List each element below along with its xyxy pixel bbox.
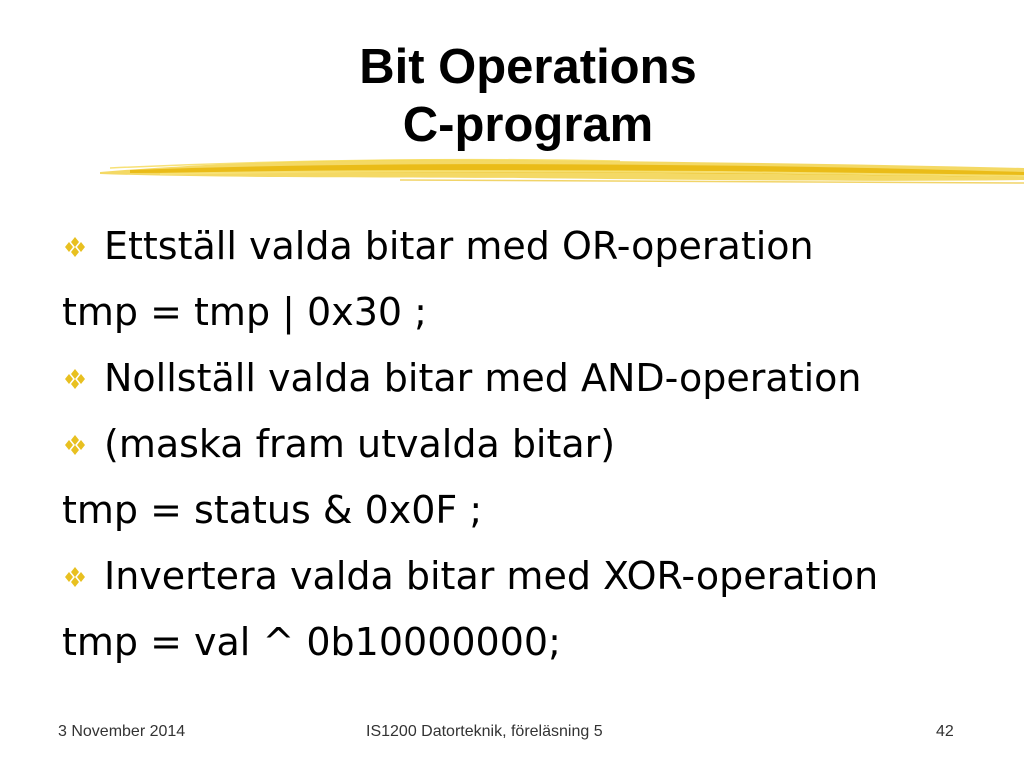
title-line-1: Bit Operations	[359, 40, 697, 94]
bullet-item	[62, 220, 1012, 286]
diamond-bullet-icon	[65, 234, 99, 260]
title-line-2: C-program	[402, 98, 654, 152]
bullet-text: (maska fram utvalda bitar)	[104, 422, 616, 466]
code-text: tmp = tmp | 0x30 ;	[62, 290, 427, 334]
code-text: tmp = val ^ 0b10000000;	[62, 620, 561, 664]
bullet-text: Ettställ valda bitar med OR-operation	[104, 224, 814, 268]
bullet-text: Nollställ valda bitar med AND-operation	[104, 356, 862, 400]
slide-title	[0, 38, 1024, 154]
content-list	[62, 220, 1012, 682]
code-line	[62, 616, 1012, 682]
bullet-item	[62, 550, 1012, 616]
bullet-text: Invertera valda bitar med XOR-operation	[104, 554, 879, 598]
diamond-bullet-icon	[65, 432, 99, 458]
title-underline-brush-stroke	[100, 150, 1024, 190]
code-line	[62, 484, 1012, 550]
code-line	[62, 286, 1012, 352]
diamond-bullet-icon	[65, 564, 99, 590]
footer-course-title: IS1200 Datorteknik, föreläsning 5	[366, 723, 603, 740]
footer-page-number: 42	[936, 723, 954, 740]
footer-date: 3 November 2014	[58, 723, 186, 740]
code-text: tmp = status & 0x0F ;	[62, 488, 483, 532]
bullet-item	[62, 352, 1012, 418]
bullet-item	[62, 418, 1012, 484]
diamond-bullet-icon	[65, 366, 99, 392]
